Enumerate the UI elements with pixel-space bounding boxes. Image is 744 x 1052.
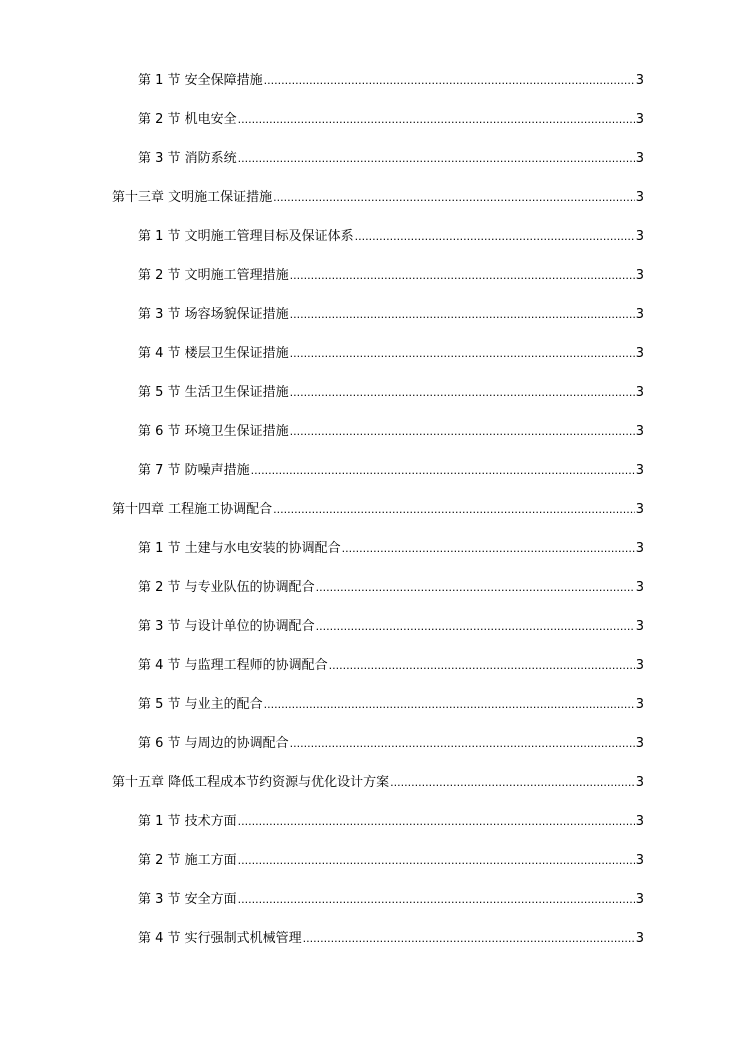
toc-entry-title: 第十三章 文明施工保证措施	[112, 178, 273, 217]
dot-leader	[355, 217, 635, 256]
toc-page-number: 3	[635, 931, 644, 946]
toc-entry-title: 第 1 节 安全保障措施	[138, 61, 264, 100]
toc-entry-title: 第 1 节 土建与水电安装的协调配合	[138, 529, 342, 568]
toc-section-entry[interactable]	[0, 217, 744, 256]
toc-entry-title: 第十四章 工程施工协调配合	[112, 490, 273, 529]
toc-section-entry[interactable]	[0, 724, 744, 763]
toc-page-number: 3	[635, 814, 644, 829]
toc-section-entry[interactable]	[0, 373, 744, 412]
toc-page-number: 3	[635, 73, 644, 88]
toc-page-number: 3	[635, 424, 644, 439]
toc-page-number: 3	[635, 619, 644, 634]
dot-leader	[273, 490, 635, 529]
dot-leader	[342, 529, 635, 568]
toc-entry-title: 第 2 节 文明施工管理措施	[138, 256, 290, 295]
toc-page-number: 3	[635, 892, 644, 907]
dot-leader	[290, 256, 635, 295]
toc-page-number: 3	[635, 229, 644, 244]
dot-leader	[238, 100, 635, 139]
toc-entry-title: 第 3 节 安全方面	[138, 880, 238, 919]
dot-leader	[290, 334, 635, 373]
dot-leader	[251, 451, 635, 490]
toc-page-number: 3	[635, 580, 644, 595]
toc-entry-title: 第 4 节 楼层卫生保证措施	[138, 334, 290, 373]
table-of-contents	[0, 61, 744, 958]
toc-section-entry[interactable]	[0, 334, 744, 373]
toc-entry-title: 第 5 节 生活卫生保证措施	[138, 373, 290, 412]
toc-entry-title: 第 6 节 环境卫生保证措施	[138, 412, 290, 451]
toc-section-entry[interactable]	[0, 256, 744, 295]
toc-section-entry[interactable]	[0, 919, 744, 958]
dot-leader	[290, 724, 635, 763]
toc-page-number: 3	[635, 541, 644, 556]
toc-entry-title: 第十五章 降低工程成本节约资源与优化设计方案	[112, 763, 390, 802]
dot-leader	[303, 919, 635, 958]
dot-leader	[264, 61, 635, 100]
dot-leader	[273, 178, 635, 217]
dot-leader	[238, 880, 635, 919]
toc-entry-title: 第 4 节 实行强制式机械管理	[138, 919, 303, 958]
dot-leader	[316, 607, 635, 646]
toc-section-entry[interactable]	[0, 139, 744, 178]
toc-entry-title: 第 3 节 与设计单位的协调配合	[138, 607, 316, 646]
toc-section-entry[interactable]	[0, 880, 744, 919]
toc-chapter-entry[interactable]	[0, 490, 744, 529]
toc-section-entry[interactable]	[0, 646, 744, 685]
dot-leader	[238, 139, 635, 178]
dot-leader	[238, 802, 635, 841]
toc-page-number: 3	[635, 463, 644, 478]
toc-section-entry[interactable]	[0, 295, 744, 334]
toc-entry-title: 第 3 节 场容场貌保证措施	[138, 295, 290, 334]
toc-page-number: 3	[635, 385, 644, 400]
dot-leader	[290, 295, 635, 334]
dot-leader	[329, 646, 635, 685]
toc-section-entry[interactable]	[0, 100, 744, 139]
toc-entry-title: 第 7 节 防噪声措施	[138, 451, 251, 490]
toc-section-entry[interactable]	[0, 451, 744, 490]
toc-page-number: 3	[635, 697, 644, 712]
dot-leader	[290, 373, 635, 412]
toc-page-number: 3	[635, 268, 644, 283]
dot-leader	[290, 412, 635, 451]
toc-entry-title: 第 6 节 与周边的协调配合	[138, 724, 290, 763]
toc-section-entry[interactable]	[0, 412, 744, 451]
toc-page-number: 3	[635, 190, 644, 205]
toc-section-entry[interactable]	[0, 607, 744, 646]
toc-chapter-entry[interactable]	[0, 763, 744, 802]
toc-entry-title: 第 1 节 文明施工管理目标及保证体系	[138, 217, 355, 256]
dot-leader	[238, 841, 635, 880]
toc-page-number: 3	[635, 736, 644, 751]
toc-section-entry[interactable]	[0, 61, 744, 100]
toc-page-number: 3	[635, 307, 644, 322]
toc-page-number: 3	[635, 112, 644, 127]
toc-entry-title: 第 1 节 技术方面	[138, 802, 238, 841]
toc-page-number: 3	[635, 775, 644, 790]
toc-section-entry[interactable]	[0, 802, 744, 841]
toc-section-entry[interactable]	[0, 685, 744, 724]
toc-page-number: 3	[635, 151, 644, 166]
toc-section-entry[interactable]	[0, 568, 744, 607]
toc-entry-title: 第 2 节 机电安全	[138, 100, 238, 139]
toc-page-number: 3	[635, 853, 644, 868]
toc-entry-title: 第 5 节 与业主的配合	[138, 685, 264, 724]
toc-section-entry[interactable]	[0, 529, 744, 568]
dot-leader	[264, 685, 635, 724]
toc-page-number: 3	[635, 346, 644, 361]
toc-entry-title: 第 3 节 消防系统	[138, 139, 238, 178]
dot-leader	[316, 568, 635, 607]
toc-entry-title: 第 2 节 施工方面	[138, 841, 238, 880]
toc-entry-title: 第 2 节 与专业队伍的协调配合	[138, 568, 316, 607]
dot-leader	[390, 763, 635, 802]
toc-chapter-entry[interactable]	[0, 178, 744, 217]
toc-page-number: 3	[635, 658, 644, 673]
toc-section-entry[interactable]	[0, 841, 744, 880]
toc-entry-title: 第 4 节 与监理工程师的协调配合	[138, 646, 329, 685]
toc-page-number: 3	[635, 502, 644, 517]
